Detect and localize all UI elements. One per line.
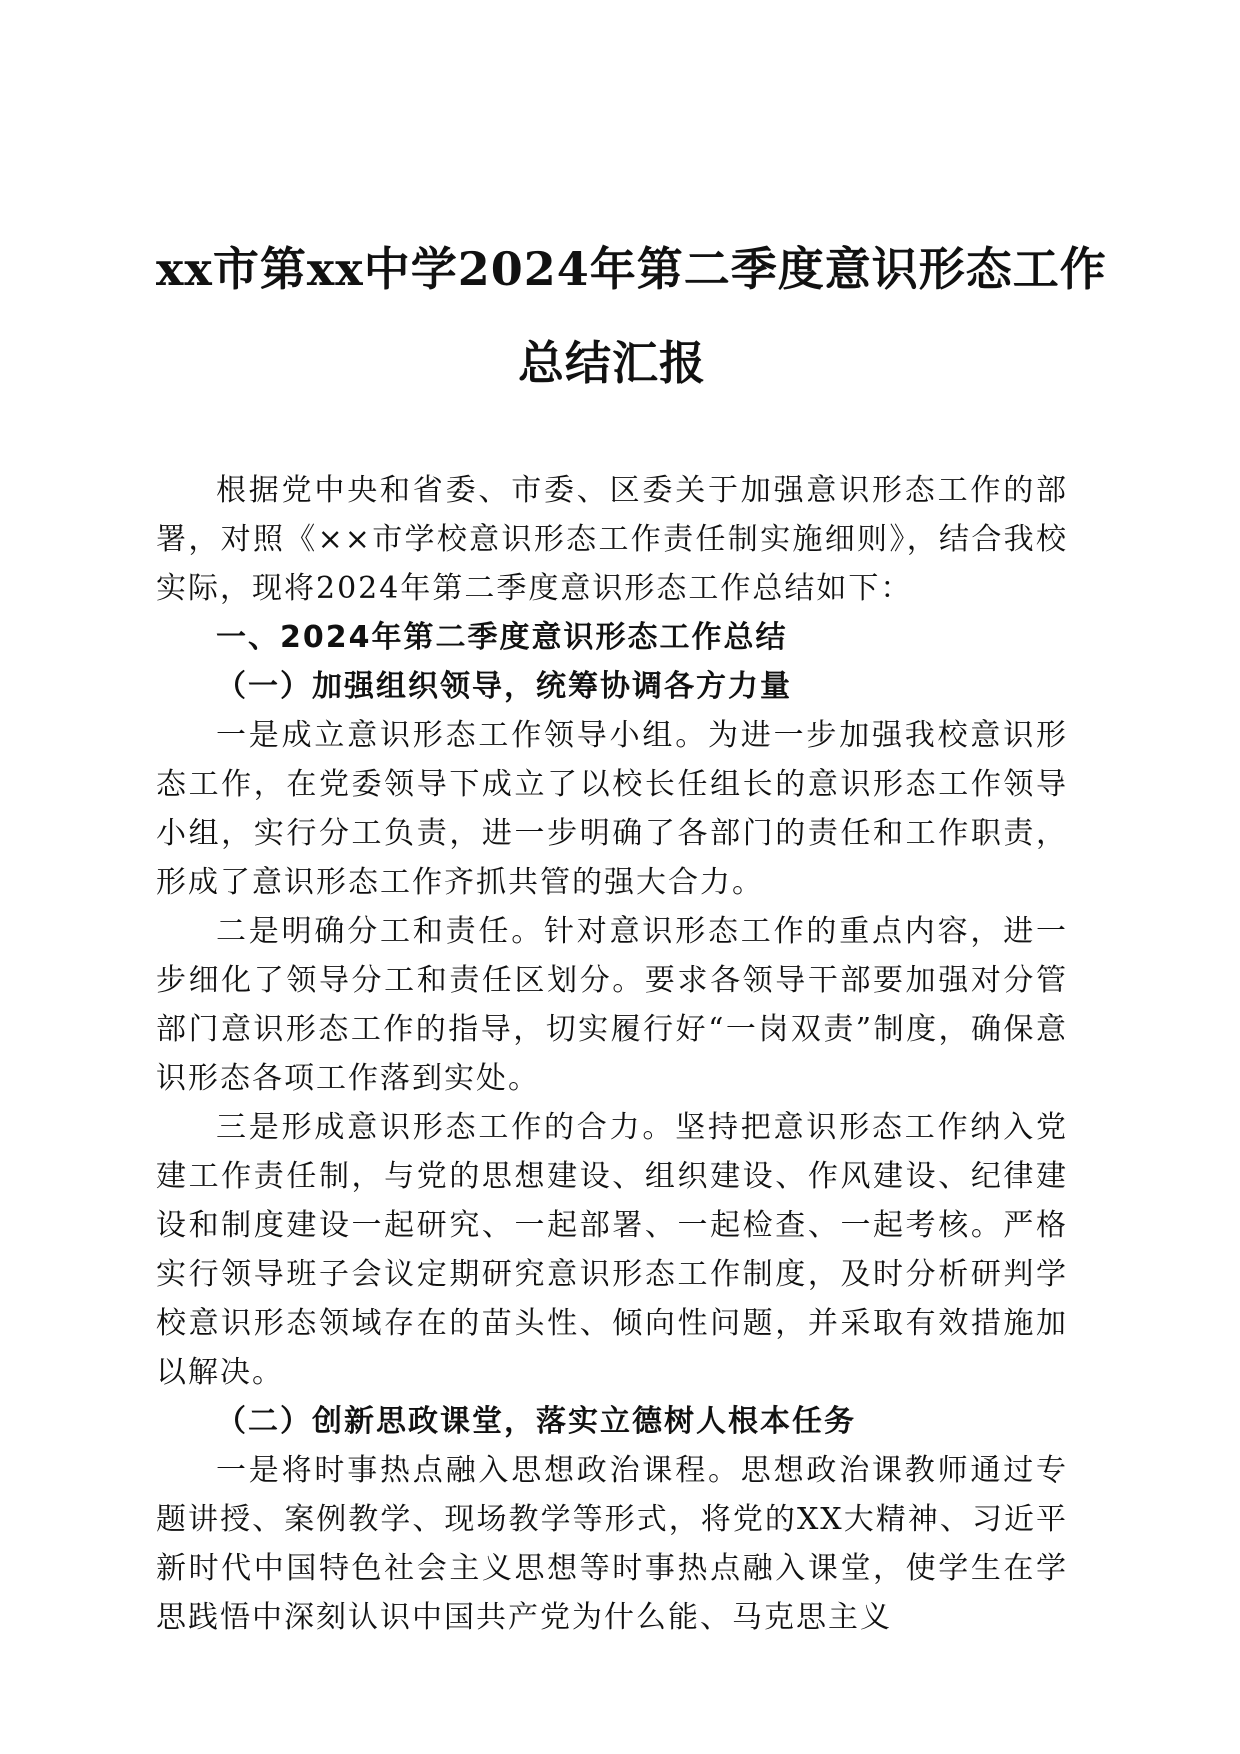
body-paragraph: 一是将时事热点融入思想政治课程。思想政治课教师通过专题讲授、案例教学、现场教学等形式，将党的XX大精神、习近平新时代中国特色社会主义思想等时事热点融入课堂，使学生在学思践悟中深刻认识中国共产党为什么能、马克思主义 xyxy=(156,1453,1068,1635)
body-paragraph: 二是明确分工和责任。针对意识形态工作的重点内容，进一步细化了领导分工和责任区划分。要求各领导干部要加强对分管部门意识形态工作的指导，切实履行好“一岗双责”制度，确保意识形态各项工作落到实处。 xyxy=(156,914,1068,1096)
intro-paragraph: 根据党中央和省委、市委、区委关于加强意识形态工作的部署，对照《××市学校意识形态工作责任制实施细则》，结合我校实际，现将2024年第二季度意识形态工作总结如下： xyxy=(156,473,1068,606)
body-paragraph: 一是成立意识形态工作领导小组。为进一步加强我校意识形态工作，在党委领导下成立了以校长任组长的意识形态工作领导小组，实行分工负责，进一步明确了各部门的责任和工作职责，形成了意识形态工作齐抓共管的强大合力。 xyxy=(156,718,1068,900)
body-paragraph: 三是形成意识形态工作的合力。坚持把意识形态工作纳入党建工作责任制，与党的思想建设、组织建设、作风建设、纪律建设和制度建设一起研究、一起部署、一起检查、一起考核。严格实行领导班子会议定期研究意识形态工作制度，及时分析研判学校意识形态领域存在的苗头性、倾向性问题，并采取有效措施加以解决。 xyxy=(156,1110,1068,1390)
document-title xyxy=(156,0,1107,410)
title-line-2: 总结汇报 xyxy=(518,336,706,390)
section-heading-1: 一、2024年第二季度意识形态工作总结 xyxy=(216,620,788,655)
subsection-heading-1: （一）加强组织领导，统筹协调各方力量 xyxy=(216,669,792,704)
title-line-1: xx市第xx中学2024年第二季度意识形态工作 xyxy=(156,242,1107,296)
subsection-heading-2: （二）创新思政课堂，落实立德树人根本任务 xyxy=(216,1404,856,1439)
